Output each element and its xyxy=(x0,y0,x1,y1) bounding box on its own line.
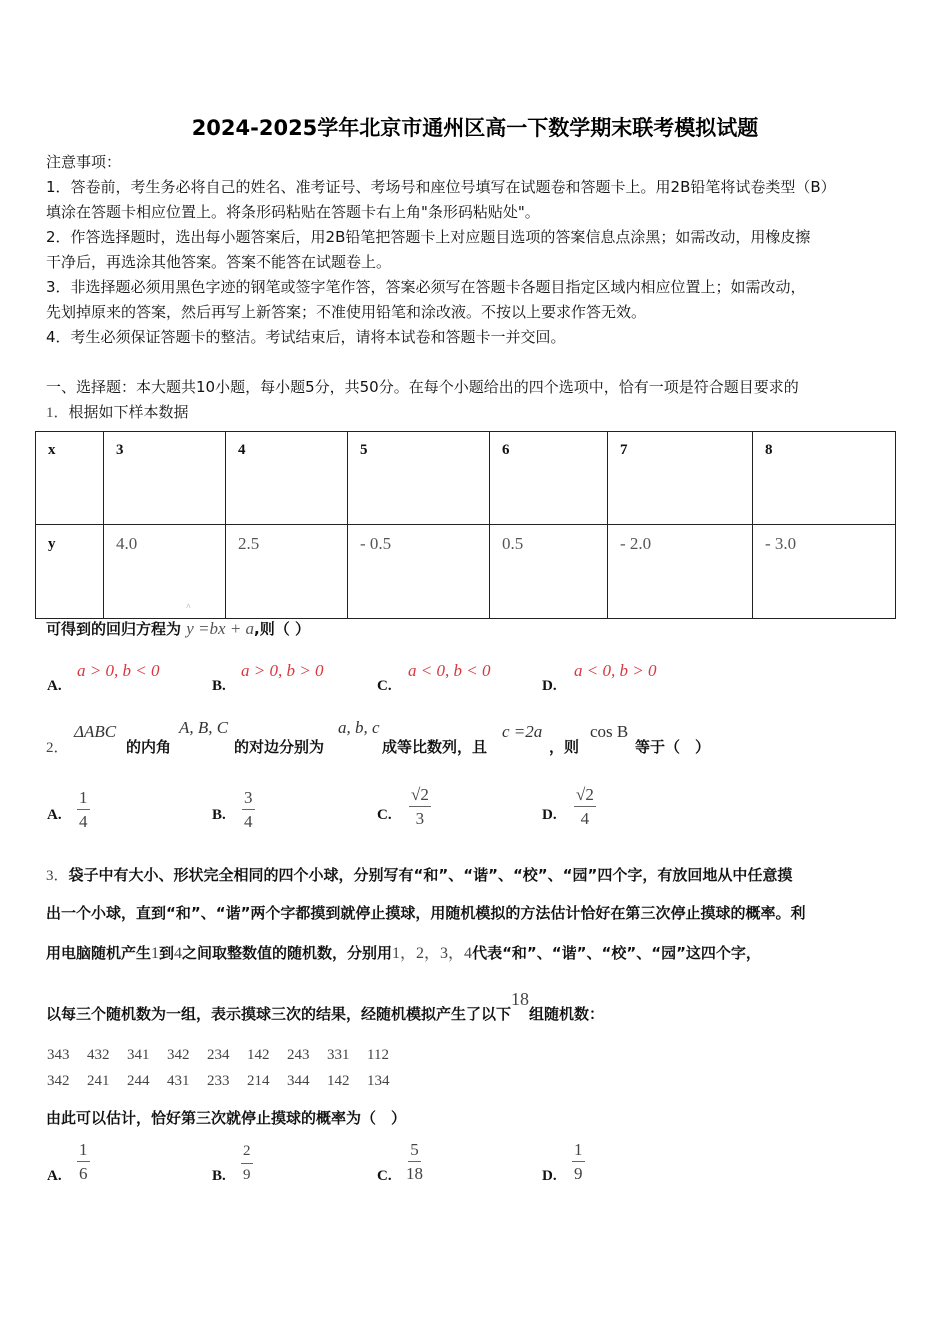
fraction: $\frac{1}{9}$ xyxy=(574,1140,583,1183)
math-cosb: cos B xyxy=(590,722,629,741)
option-d-label[interactable]: D. xyxy=(542,678,557,694)
fraction: $\frac{5}{18}$ xyxy=(406,1140,423,1183)
option-a-label[interactable]: A. xyxy=(47,678,62,694)
option-label: C. xyxy=(377,807,392,823)
question-number: 3． xyxy=(46,868,69,884)
notice-line: 填涂在答题卡相应位置上。将条形码粘贴在答题卡右上角"条形码粘贴处"。 xyxy=(46,203,540,221)
section-heading: 一、选择题：本大题共10小题，每小题5分，共50分。在每个小题给出的四个选项中，恰有一项是符合题目要求的 xyxy=(46,378,799,396)
table-header-y: y xyxy=(36,525,104,619)
question-1-stem xyxy=(46,400,189,426)
table-cell: 4 xyxy=(226,432,348,525)
math-sides: a, b, c xyxy=(338,718,380,737)
table-cell: 3 xyxy=(104,432,226,525)
notice-heading: 注意事项： xyxy=(46,153,122,171)
notice-line: 先划掉原来的答案，然后再写上新答案；不准使用铅笔和涂改液。不按以上要求作答无效。 xyxy=(46,303,647,321)
table-row-y xyxy=(36,525,896,619)
question-3-prompt: 由此可以估计，恰好第三次就停止摸球的概率为（ ） xyxy=(46,1109,407,1127)
fraction: $\frac{2}{9}$ xyxy=(243,1143,251,1183)
option-label: B. xyxy=(212,1168,226,1184)
option-c-value[interactable]: a < 0, b < 0 xyxy=(408,661,491,680)
followup-text: 可得到的回归方程为 xyxy=(46,620,182,638)
notice-line: 4．考生必须保证答题卡的整洁。考试结束后，请将本试卷和答题卡一并交回。 xyxy=(46,328,566,346)
table-cell: 4.0 xyxy=(104,525,226,619)
option-label: D. xyxy=(542,807,557,823)
fraction: $\frac{1}{6}$ xyxy=(79,1140,88,1183)
option-a-value[interactable]: a > 0, b < 0 xyxy=(77,661,160,680)
fraction: $\frac{√2}{3}$ xyxy=(411,785,429,828)
option-b-value[interactable]: a > 0, b > 0 xyxy=(241,661,324,680)
math-condition: c =2a xyxy=(502,722,543,741)
fraction: $\frac{1}{4}$ xyxy=(79,788,88,831)
notice-line: 1．答卷前，考生务必将自己的姓名、准考证号、考场号和座位号填写在试题卷和答题卡上。用2B铅笔将试卷类型（B） xyxy=(46,178,836,196)
table-cell: 5 xyxy=(348,432,490,525)
table-header-x: x xyxy=(36,432,104,525)
option-label: B. xyxy=(212,807,226,823)
random-numbers-row-1: 343 432 341 342 234 142 243 331 112 xyxy=(47,1047,389,1063)
page-title: 2024-2025学年北京市通州区高一下数学期末联考模拟试题 xyxy=(191,116,759,140)
question-number: 1． xyxy=(46,405,69,421)
question-3-line2: 出一个小球，直到“和”、“谐”两个字都摸到就停止摸球，用随机模拟的方法估计恰好在第三次停止摸球的概率。利 xyxy=(46,904,806,922)
fraction: $\frac{3}{4}$ xyxy=(244,788,253,831)
question-text: 根据如下样本数据 xyxy=(68,403,189,421)
question-text: 成等比数列，且 xyxy=(382,738,488,756)
regression-equation: ^ y =bx + a xyxy=(186,602,255,638)
math-angles: A, B, C xyxy=(179,718,229,737)
random-numbers-row-2: 342 241 244 431 233 214 344 142 134 xyxy=(47,1073,390,1089)
question-3-line1: 3．袋子中有大小、形状完全相同的四个小球，分别写有“和”、“谐”、“校”、“园”四个字，有放回地从中任意摸 xyxy=(46,866,793,884)
question-text: 的内角 xyxy=(126,738,172,756)
table-cell: 7 xyxy=(608,432,753,525)
table-cell: 2.5 xyxy=(226,525,348,619)
option-label: C. xyxy=(377,1168,392,1184)
table-cell: 8 xyxy=(753,432,896,525)
question-1-followup xyxy=(46,602,310,639)
option-c-label[interactable]: C. xyxy=(377,678,392,694)
option-label: A. xyxy=(47,807,62,823)
question-text: 的对边分别为 xyxy=(234,738,325,756)
option-label: D. xyxy=(542,1168,557,1184)
table-cell: 6 xyxy=(490,432,608,525)
question-number: 2． xyxy=(46,740,69,756)
table-row-x xyxy=(36,432,896,525)
hat-symbol: ^ xyxy=(186,602,191,612)
table-cell: - 3.0 xyxy=(753,525,896,619)
sample-data-table xyxy=(35,431,896,619)
table-cell: - 0.5 xyxy=(348,525,490,619)
question-3-line3: 用电脑随机产生1到4之间取整数值的随机数，分别用1，2，3，4代表“和”、“谐”、“校”、“园”这四个字， xyxy=(46,944,761,962)
notice-line: 3．非选择题必须用黑色字迹的钢笔或签字笔作答，答案必须写在答题卡各题目指定区域内相应位置上；如需改动， xyxy=(46,278,806,296)
question-text: ，则 xyxy=(549,738,580,756)
notice-line: 2．作答选择题时，选出每小题答案后，用2B铅笔把答题卡上对应题目选项的答案信息点涂黑；如需改动，用橡皮擦 xyxy=(46,228,811,246)
option-b-label[interactable]: B. xyxy=(212,678,226,694)
notice-line: 干净后，再选涂其他答案。答案不能答在试题卷上。 xyxy=(46,253,392,271)
fraction: $\frac{√2}{4}$ xyxy=(576,785,594,828)
question-3-line4: 以每三个随机数为一组，表示摸球三次的结果，经随机模拟产生了以下18组随机数： xyxy=(46,989,605,1023)
table-cell: 0.5 xyxy=(490,525,608,619)
followup-suffix: ,则（ ） xyxy=(254,620,310,638)
option-label: A. xyxy=(47,1168,62,1184)
math-triangle: ΔABC xyxy=(74,722,117,741)
question-text: 等于（ ） xyxy=(635,738,711,756)
table-cell: - 2.0 xyxy=(608,525,753,619)
option-d-value[interactable]: a < 0, b > 0 xyxy=(574,661,657,680)
